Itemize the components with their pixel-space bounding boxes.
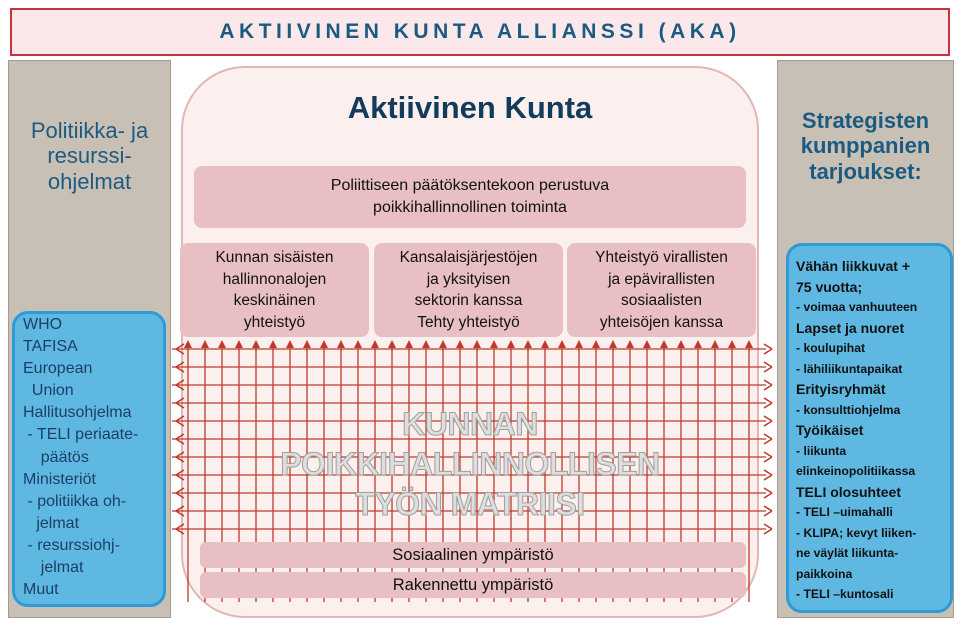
matrix-up-arrow: [541, 340, 549, 348]
matrix-up-arrow: [354, 340, 362, 348]
matrix-up-arrow: [643, 340, 651, 348]
column-text-ngo: Kansalaisjärjestöjen ja yksityisen sektorin kanssa Tehty yhteistyö: [399, 249, 538, 331]
matrix-up-arrow: [371, 340, 379, 348]
left-info-box: [12, 311, 166, 607]
matrix-up-arrow: [728, 340, 736, 348]
matrix-up-arrow: [609, 340, 617, 348]
right-info-line: TELI olosuhteet: [796, 483, 901, 500]
left-info-line: jelmat: [23, 514, 80, 532]
left-info-list: [23, 314, 159, 601]
right-info-line: paikkoina: [796, 566, 853, 581]
matrix-up-arrow: [473, 340, 481, 348]
right-info-line: ne väylät liikunta-: [796, 546, 899, 560]
left-info-line: - politiikka oh-: [23, 492, 127, 510]
matrix-up-arrow: [201, 340, 209, 348]
env-label-social: Sosiaalinen ympäristö: [392, 545, 554, 564]
right-info-line: Vähän liikkuvat +: [796, 258, 910, 274]
left-info-line: Ministeriöt: [23, 470, 96, 488]
matrix-up-arrow: [575, 340, 583, 348]
matrix-up-arrow: [524, 340, 532, 348]
right-panel-heading: Strategisten kumppanien tarjoukset:: [800, 108, 931, 184]
right-info-line: - konsulttiohjelma: [796, 402, 901, 417]
right-info-line: - lähiliikuntapaikat: [796, 361, 903, 376]
left-info-line: - resurssiohj-: [23, 536, 120, 554]
left-info-line: päätös: [23, 448, 89, 466]
right-info-line: - TELI –kuntosali: [796, 587, 894, 601]
page-title: AKTIIVINEN KUNTA ALLIANSSI (AKA): [219, 20, 741, 43]
matrix-up-arrow: [235, 340, 243, 348]
left-info-line: jelmat: [23, 559, 84, 577]
matrix-up-arrow: [490, 340, 498, 348]
left-info-line: WHO: [23, 316, 63, 333]
matrix-up-arrow: [507, 340, 515, 348]
matrix-up-arrow: [218, 340, 226, 348]
right-info-line: - voimaa vanhuuteen: [796, 300, 918, 314]
matrix-up-arrow: [694, 340, 702, 348]
matrix-up-arrow: [303, 340, 311, 348]
env-bar-social: [200, 542, 746, 568]
matrix-up-arrow: [184, 340, 192, 348]
left-info-line: Hallitusohjelma: [23, 404, 132, 422]
matrix-up-arrow: [439, 340, 447, 348]
env-label-built: Rakennettu ympäristö: [392, 575, 554, 594]
right-info-line: - TELI –uimahalli: [796, 505, 893, 519]
policy-text: Poliittiseen päätöksentekoon perustuva poikkihallinnollinen toiminta: [330, 177, 610, 216]
right-info-line: - koulupihat: [796, 341, 866, 355]
left-info-line: Muut: [23, 581, 59, 599]
matrix-label: KUNNAN POIKKIHALLINNOLLISEN TYÖN MATRIISI: [280, 406, 660, 522]
matrix-up-arrow: [456, 340, 464, 348]
left-panel-heading: Politiikka- ja resurssi- ohjelmat: [30, 118, 149, 194]
right-info-line: elinkeinopolitiikassa: [796, 464, 916, 478]
matrix-up-arrow: [422, 340, 430, 348]
matrix-up-arrow: [660, 340, 668, 348]
right-info-line: - KLIPA; kevyt liiken-: [796, 525, 917, 540]
left-info-line: Union: [23, 382, 74, 400]
matrix-up-arrow: [337, 340, 345, 348]
right-info-box: [786, 243, 953, 613]
matrix-up-arrow: [320, 340, 328, 348]
right-info-line: - liikunta: [796, 443, 847, 458]
matrix-up-arrow: [252, 340, 260, 348]
right-info-line: 75 vuotta;: [796, 278, 863, 295]
column-text-social: Yhteistyö virallisten ja epävirallisten sosiaalisten yhteisöjen kanssa: [595, 249, 728, 331]
column-text-internal: Kunnan sisäisten hallinnonalojen keskinäinen yhteistyö: [215, 249, 334, 331]
left-info-line: European: [23, 360, 93, 378]
matrix-up-arrow: [405, 340, 413, 348]
matrix-up-arrow: [592, 340, 600, 348]
right-info-list: [796, 256, 946, 605]
matrix-up-arrow: [677, 340, 685, 348]
matrix-up-arrow: [286, 340, 294, 348]
matrix-up-arrow: [626, 340, 634, 348]
left-info-line: - TELI periaate-: [23, 426, 139, 444]
matrix-up-arrow: [711, 340, 719, 348]
right-info-line: Lapset ja nuoret: [796, 319, 905, 336]
env-bar-built: [200, 572, 746, 598]
matrix-up-arrow: [745, 340, 753, 348]
right-info-line: Erityisryhmät: [796, 381, 886, 397]
right-info-line: Työikäiset: [796, 422, 864, 438]
matrix-up-arrow: [269, 340, 277, 348]
left-info-line: TAFISA: [23, 338, 78, 356]
matrix-up-arrow: [388, 340, 396, 348]
aktiivinen-kunta-title: Aktiivinen Kunta: [347, 90, 593, 125]
matrix-up-arrow: [558, 340, 566, 348]
